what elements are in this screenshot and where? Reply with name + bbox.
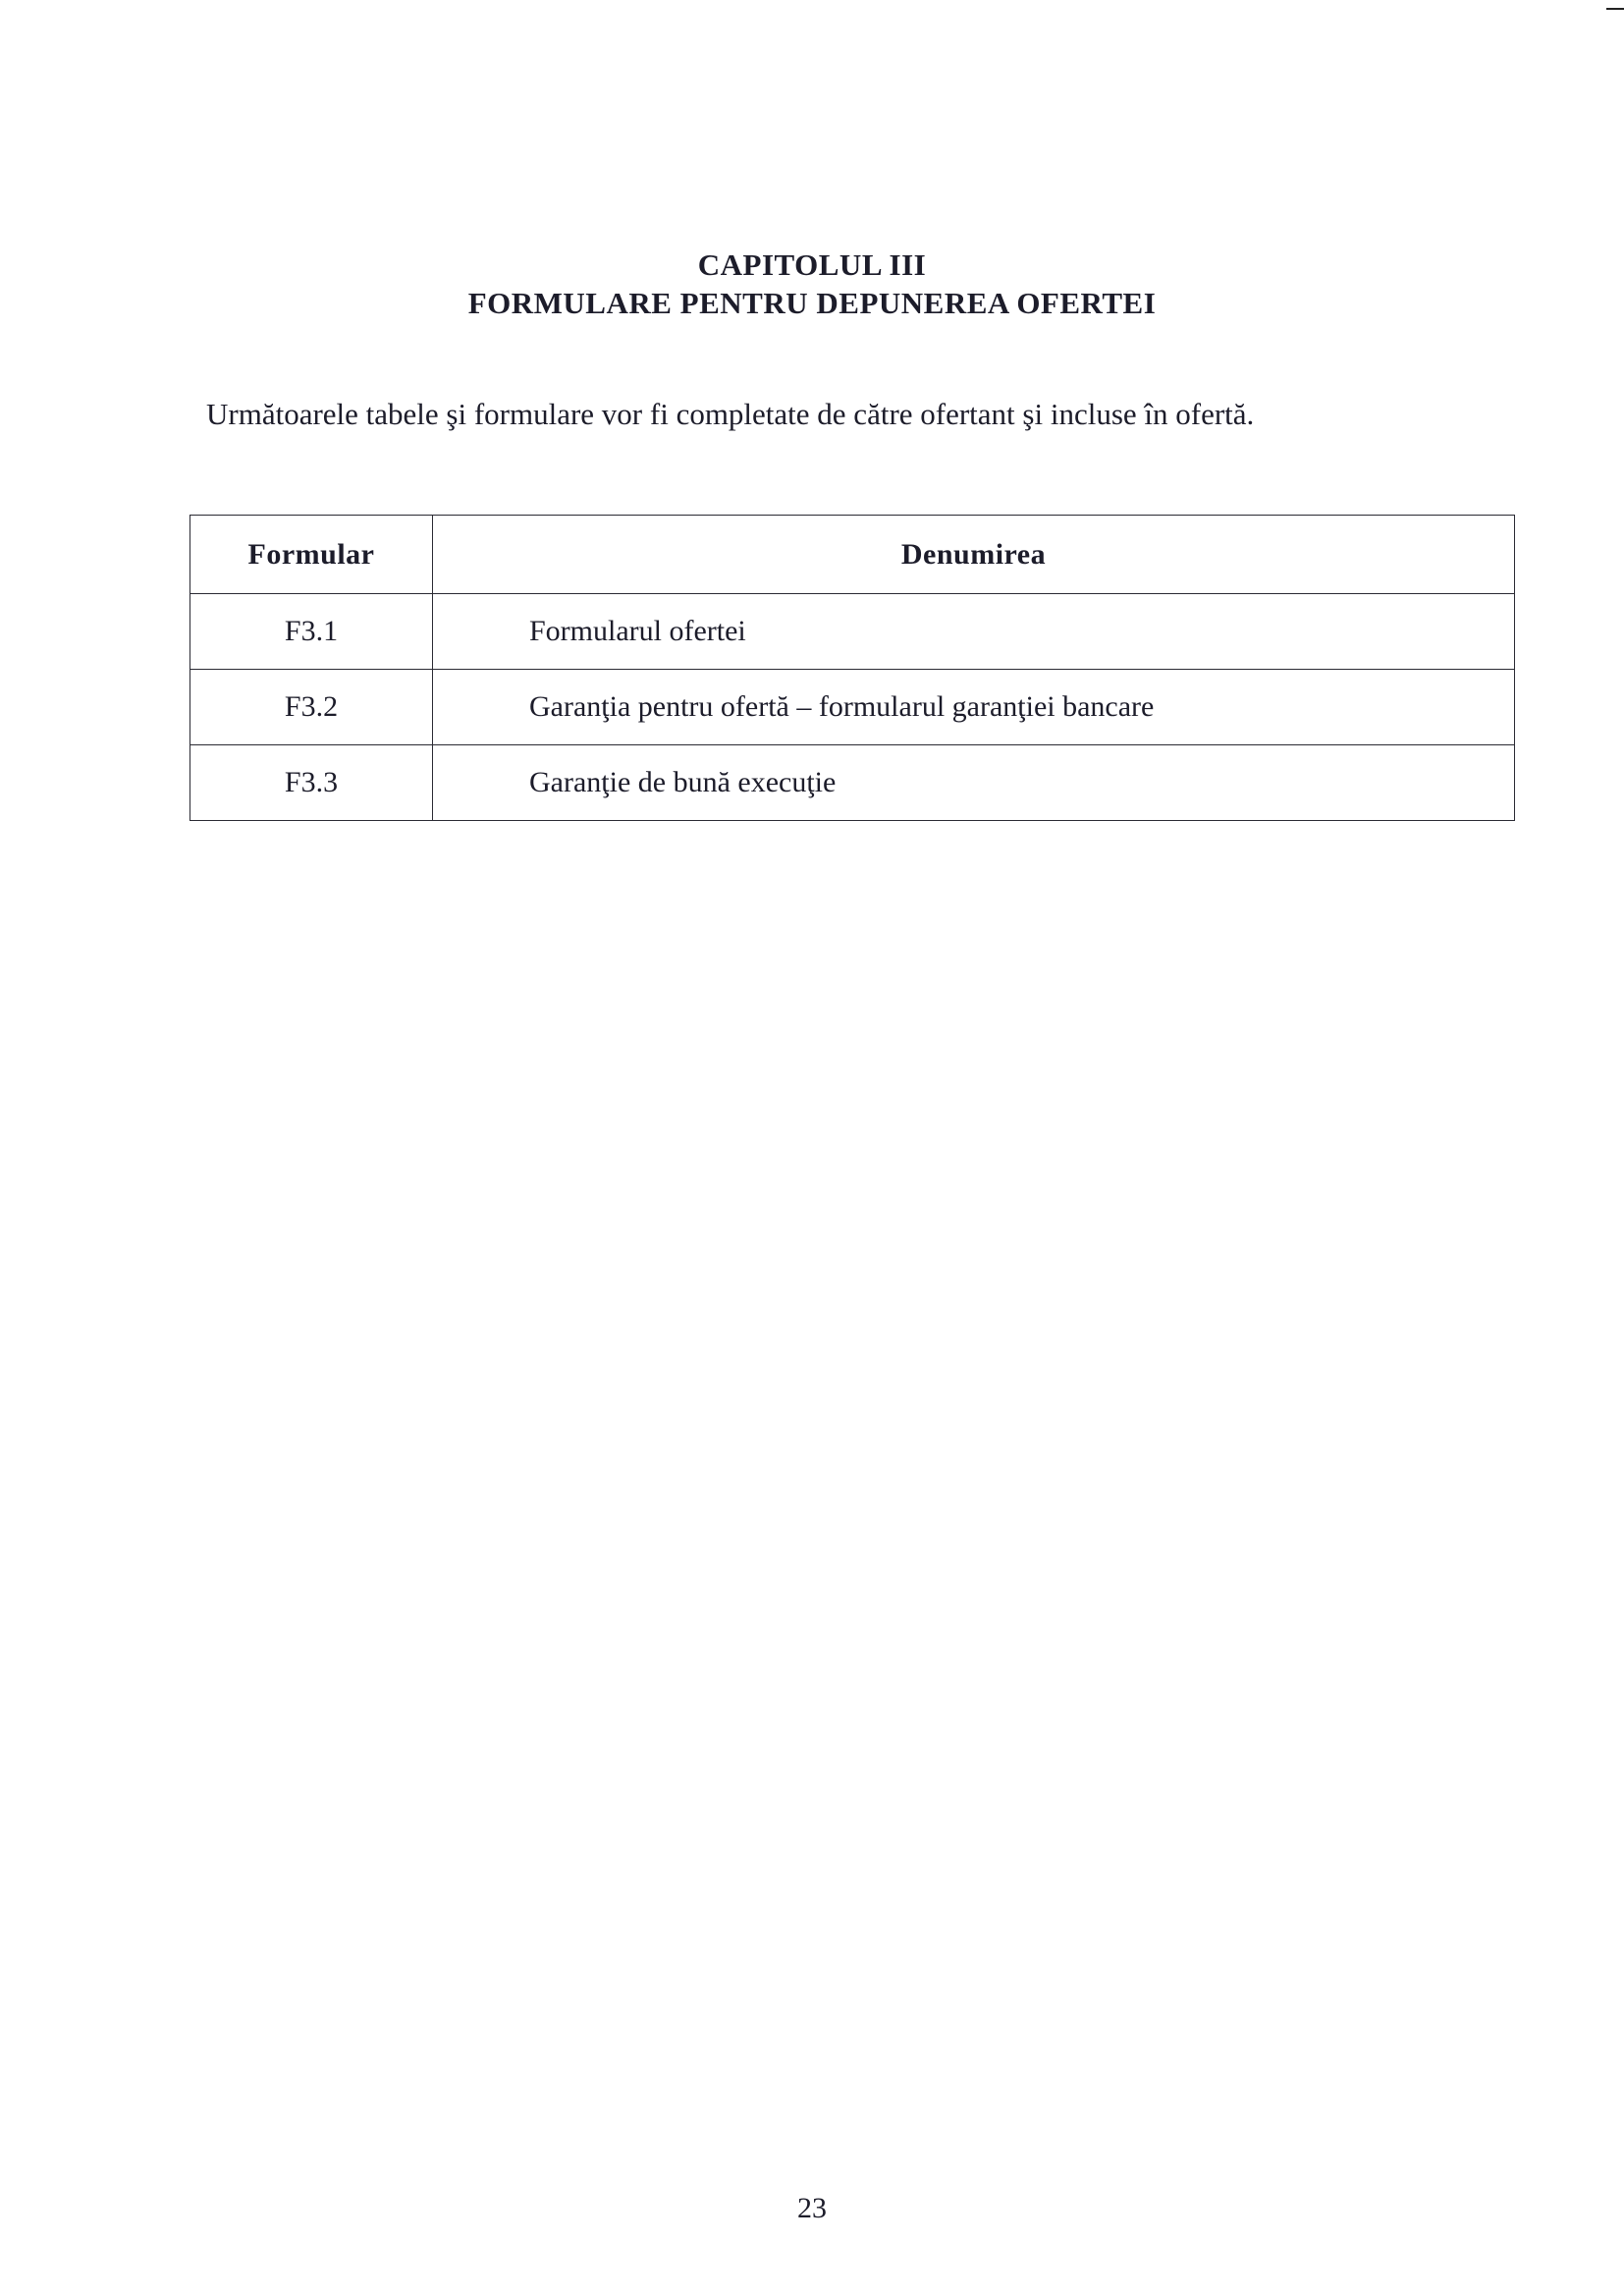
table-row (190, 594, 1515, 670)
header-denumirea: Denumirea (433, 516, 1515, 594)
form-code: F3.3 (190, 745, 433, 821)
chapter-title: FORMULARE PENTRU DEPUNEREA OFERTEI (467, 286, 1157, 320)
form-code: F3.1 (190, 594, 433, 670)
scan-edge-mark (1606, 8, 1624, 10)
table-row (190, 745, 1515, 821)
form-name: Garanţie de bună execuţie (433, 745, 1515, 821)
page-number: 23 (797, 2192, 827, 2224)
forms-table (189, 515, 1515, 821)
form-code: F3.2 (190, 670, 433, 745)
chapter-number: CAPITOLUL III (697, 247, 927, 282)
table-header-row (190, 516, 1515, 594)
header-formular: Formular (190, 516, 433, 594)
chapter-heading (0, 246, 1624, 322)
intro-paragraph: Următoarele tabele şi formulare vor fi completate de către ofertant şi incluse în ofertă. (206, 397, 1255, 431)
form-name: Formularul ofertei (433, 594, 1515, 670)
table-row (190, 670, 1515, 745)
form-name: Garanţia pentru ofertă – formularul garanţiei bancare (433, 670, 1515, 745)
